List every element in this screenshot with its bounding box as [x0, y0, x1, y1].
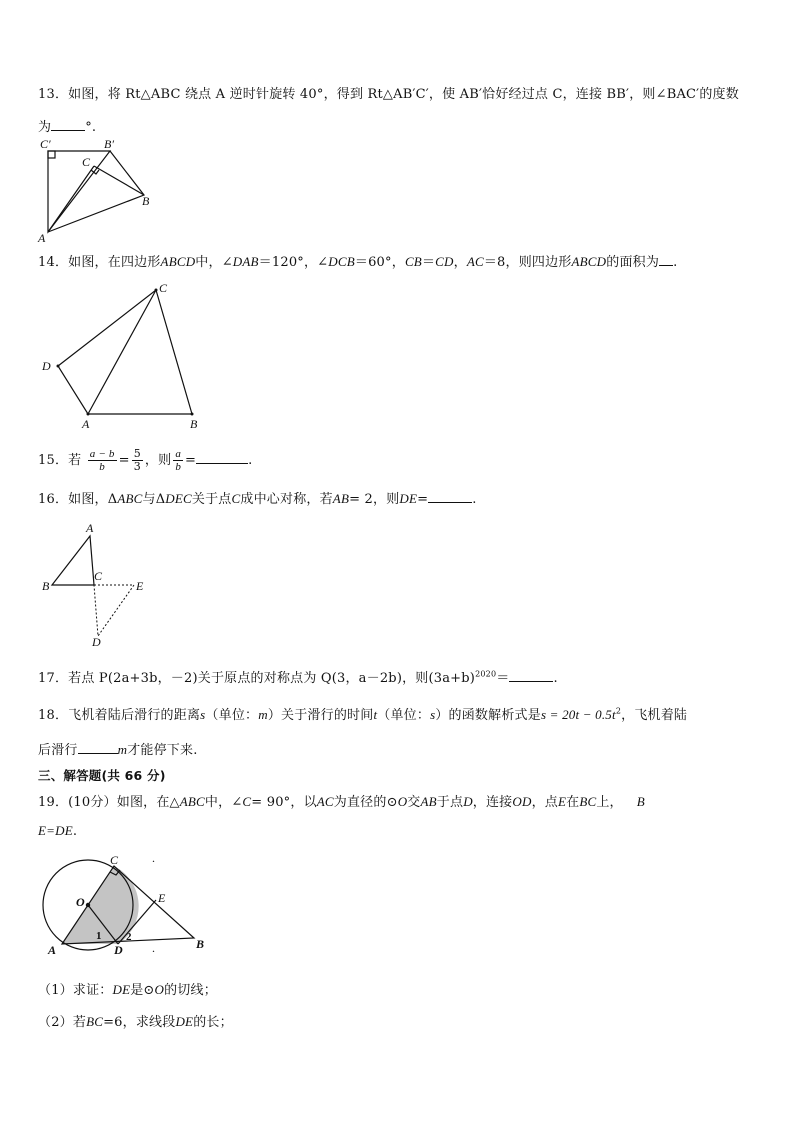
q19-angle-2: 2 — [126, 931, 132, 943]
q19-label-d: D — [114, 943, 123, 956]
q16-text: 16．如图，ΔABC与ΔDEC关于点C成中心对称，若AB= 2，则DE= . — [38, 491, 477, 507]
section-title: 三、解答题(共 66 分) — [38, 768, 166, 783]
q19-label-a: A — [48, 943, 57, 956]
q13-label-b-prime: B′ — [104, 137, 114, 151]
q14-figure — [36, 280, 206, 430]
q16-label-a: A — [86, 521, 94, 535]
q13-label-c: C — [82, 155, 91, 169]
q16-answer-blank[interactable] — [428, 490, 472, 503]
q19-figure — [34, 852, 214, 956]
q19-sub1: （1）求证：DE是⊙O的切线； — [38, 982, 217, 998]
q19-line2: E=DE. — [38, 823, 78, 839]
q14-label-d: D — [42, 359, 51, 373]
q16-label-d: D — [92, 635, 101, 648]
q19-label-o: O — [76, 895, 85, 909]
q14-answer-blank[interactable] — [659, 253, 673, 266]
q13-label-a: A — [38, 231, 46, 244]
q17-text: 17．若点 P(2a+3b，－2)关于原点的对称点为 Q(3，a－2b)，则$(3a+b)^{2020}=$ . — [38, 669, 558, 686]
q14-label-c: C — [159, 281, 168, 295]
q18-line2: 后滑行 m才能停下来. — [38, 742, 198, 758]
q19-line1: 19．(10分）如图，在△ABC中，∠C= 90°，以AC为直径的⊙O交AB于点D，连接OD，点E在BC上， B — [38, 794, 645, 810]
q13-line1: 13．如图，将 Rt△ABC 绕点 A 逆时针旋转 40°，得到 Rt△AB′C′，使 AB′恰好经过点 C，连接 BB′，则∠BAC′的度数 — [38, 87, 739, 102]
q19-dot1: . — [152, 852, 155, 865]
q15-answer-blank[interactable] — [196, 451, 248, 464]
q13-label-b: B — [142, 194, 150, 208]
q17-answer-blank[interactable] — [509, 669, 553, 682]
q16-label-b: B — [42, 579, 50, 593]
q13-answer-blank[interactable] — [51, 118, 85, 131]
q16-label-e: E — [136, 579, 144, 593]
q16-figure — [38, 518, 158, 648]
q14-text: 14．如图，在四边形ABCD中，∠DAB＝120°，∠DCB＝60°，CB＝CD，AC＝8，则四边形ABCD的面积为 . — [38, 254, 678, 270]
q15-text: 15．若 $\frac{a - b}{b}$ = $\frac{5}{3}$ ，则 $\frac{a}{b}$ = . — [38, 447, 253, 473]
q19-label-e: E — [158, 891, 166, 905]
q14-label-b: B — [190, 417, 198, 430]
q13-figure — [34, 136, 164, 244]
q14-label-a: A — [82, 417, 90, 430]
q19-angle-1: 1 — [96, 930, 102, 942]
q13-label-c-prime: C′ — [40, 137, 51, 151]
q18-line1: 18．飞机着陆后滑行的距离s（单位：m）关于滑行的时间t（单位：s）的函数解析式是$s = 20t - 0.5t^2$，飞机着陆 — [38, 706, 688, 723]
q19-label-b: B — [196, 937, 205, 951]
q19-sub2: （2）若BC=6，求线段DE的长； — [38, 1014, 233, 1030]
q19-dot2: . — [152, 941, 155, 955]
q16-label-c: C — [94, 569, 103, 583]
q18-answer-blank[interactable] — [78, 741, 118, 754]
q19-label-c: C — [110, 853, 119, 867]
q13-line2: 为 °. — [38, 120, 97, 135]
